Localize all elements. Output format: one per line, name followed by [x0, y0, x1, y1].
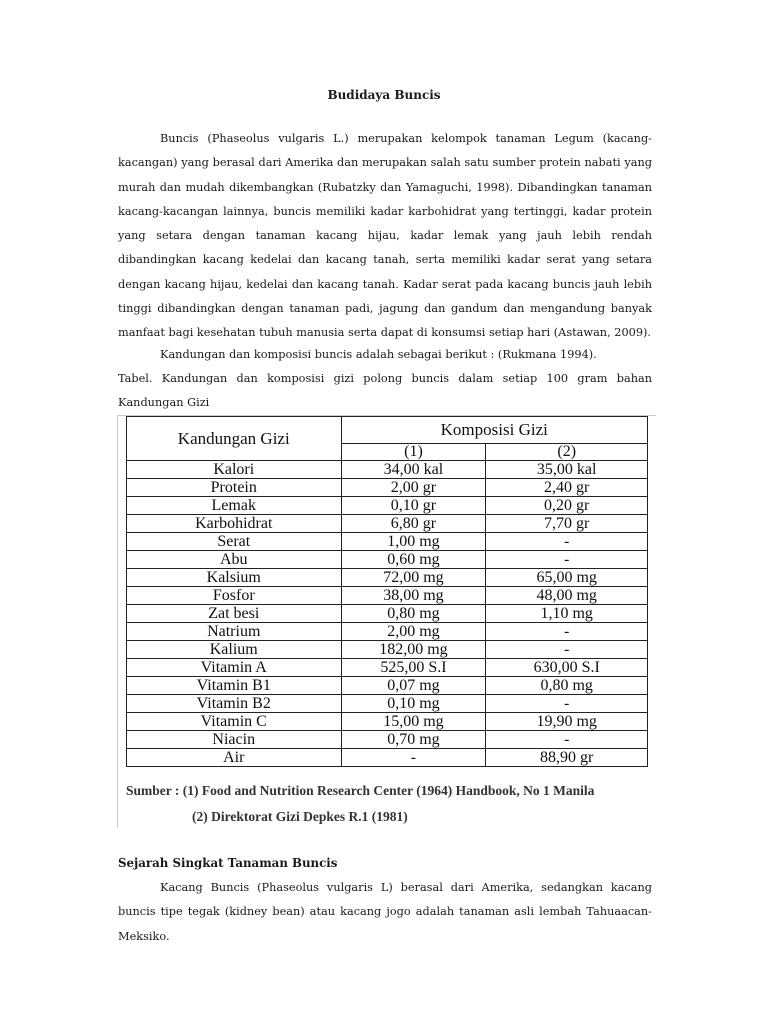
value-source-1-cell: 6,80 gr: [341, 515, 486, 533]
value-source-2-cell: -: [486, 623, 648, 641]
table-row: [127, 587, 648, 605]
table-row: [127, 533, 648, 551]
value-source-2-cell: 65,00 mg: [486, 569, 648, 587]
value-source-1-cell: 15,00 mg: [341, 713, 486, 731]
composition-intro-paragraph: Kandungan dan komposisi buncis adalah sebagai berikut : (Rukmana 1994).: [160, 348, 597, 361]
source-line-2: (2) Direktorat Gizi Depkes R.1 (1981): [192, 809, 408, 824]
value-source-1-cell: 0,10 gr: [341, 497, 486, 515]
nutrient-name-cell: Natrium: [127, 623, 342, 641]
table-row: [127, 677, 648, 695]
nutrient-name-cell: Vitamin C: [127, 713, 342, 731]
nutrient-name-cell: Niacin: [127, 731, 342, 749]
nutrition-table-image: [117, 415, 656, 828]
nutrient-name-cell: Vitamin B2: [127, 695, 342, 713]
value-source-2-cell: 2,40 gr: [486, 479, 648, 497]
value-source-1-cell: 34,00 kal: [341, 461, 486, 479]
nutrient-name-cell: Lemak: [127, 497, 342, 515]
nutrient-name-cell: Air: [127, 749, 342, 767]
source-line-1: Sumber : (1) Food and Nutrition Research Center (1964) Handbook, No 1 Manila: [126, 783, 595, 798]
nutrient-name-cell: Zat besi: [127, 605, 342, 623]
nutrient-name-cell: Protein: [127, 479, 342, 497]
value-source-1-cell: 0,60 mg: [341, 551, 486, 569]
value-source-2-cell: 1,10 mg: [486, 605, 648, 623]
value-source-2-cell: -: [486, 731, 648, 749]
value-source-2-cell: 0,80 mg: [486, 677, 648, 695]
nutrient-name-cell: Vitamin A: [127, 659, 342, 677]
table-caption: Tabel. Kandungan dan komposisi gizi polong buncis dalam setiap 100 gram bahan Kandungan Gizi: [118, 372, 652, 410]
value-source-1-cell: 72,00 mg: [341, 569, 486, 587]
value-source-2-cell: 88,90 gr: [486, 749, 648, 767]
nutrient-name-cell: Kalsium: [127, 569, 342, 587]
value-source-1-cell: 0,70 mg: [341, 731, 486, 749]
section-heading: Sejarah Singkat Tanaman Buncis: [118, 856, 338, 870]
nutrient-name-cell: Kalori: [127, 461, 342, 479]
value-source-2-cell: 7,70 gr: [486, 515, 648, 533]
subheader-source-1: (1): [341, 444, 486, 461]
value-source-2-cell: -: [486, 641, 648, 659]
nutrition-table: [126, 416, 648, 767]
value-source-2-cell: -: [486, 533, 648, 551]
value-source-1-cell: 0,10 mg: [341, 695, 486, 713]
value-source-2-cell: 19,90 mg: [486, 713, 648, 731]
table-row: [127, 623, 648, 641]
value-source-1-cell: 38,00 mg: [341, 587, 486, 605]
value-source-2-cell: -: [486, 551, 648, 569]
table-source-note: [126, 778, 594, 828]
header-kandungan-gizi: Kandungan Gizi: [127, 417, 342, 461]
value-source-1-cell: 0,07 mg: [341, 677, 486, 695]
value-source-2-cell: 48,00 mg: [486, 587, 648, 605]
value-source-1-cell: 0,80 mg: [341, 605, 486, 623]
value-source-2-cell: 35,00 kal: [486, 461, 648, 479]
table-row: [127, 695, 648, 713]
value-source-2-cell: 630,00 S.I: [486, 659, 648, 677]
table-row: [127, 731, 648, 749]
table-row: [127, 659, 648, 677]
value-source-1-cell: 2,00 gr: [341, 479, 486, 497]
value-source-1-cell: 182,00 mg: [341, 641, 486, 659]
value-source-1-cell: 525,00 S.I: [341, 659, 486, 677]
nutrient-name-cell: Serat: [127, 533, 342, 551]
table-row: [127, 479, 648, 497]
table-row: [127, 641, 648, 659]
nutrient-name-cell: Fosfor: [127, 587, 342, 605]
table-row: [127, 515, 648, 533]
table-row: [127, 569, 648, 587]
table-header-row: [127, 417, 648, 444]
value-source-1-cell: 2,00 mg: [341, 623, 486, 641]
header-komposisi-gizi: Komposisi Gizi: [341, 417, 648, 444]
nutrient-name-cell: Karbohidrat: [127, 515, 342, 533]
table-row: [127, 749, 648, 767]
table-row: [127, 497, 648, 515]
value-source-2-cell: -: [486, 695, 648, 713]
value-source-1-cell: 1,00 mg: [341, 533, 486, 551]
table-row: [127, 551, 648, 569]
value-source-1-cell: -: [341, 749, 486, 767]
history-paragraph: Kacang Buncis (Phaseolus vulgaris L) berasal dari Amerika, sedangkan kacang buncis tipe tegak (kidney bean) atau kacang jogo adalah tanaman asli lembah Tahuaacan-Meksiko.: [118, 881, 652, 943]
table-row: [127, 713, 648, 731]
nutrient-name-cell: Kalium: [127, 641, 342, 659]
table-row: [127, 605, 648, 623]
nutrient-name-cell: Vitamin B1: [127, 677, 342, 695]
subheader-source-2: (2): [486, 444, 648, 461]
intro-paragraph: Buncis (Phaseolus vulgaris L.) merupakan kelompok tanaman Legum (kacang-kacangan) yang berasal dari Amerika dan merupakan salah satu sumber protein nabati yang murah dan mudah dikembangkan (Rubatzky dan Yamaguchi, 1998). Dibandingkan tanaman kacang-kacangan lainnya, buncis memiliki kadar karbohidrat yang tertinggi, kadar protein yang setara dengan tanaman kacang hijau, kadar lemak yang jauh lebih rendah dibandingkan kacang kedelai dan kacang tanah, serta memiliki kadar serat yang setara dengan kacang hijau, kedelai dan kacang tanah. Kadar serat pada kacang buncis jauh lebih tinggi dibandingkan dengan tanaman padi, jagung dan gandum dan mengandung banyak manfaat bagi kesehatan tubuh manusia serta dapat di konsumsi setiap hari (Astawan, 2009).: [118, 132, 652, 340]
value-source-2-cell: 0,20 gr: [486, 497, 648, 515]
nutrient-name-cell: Abu: [127, 551, 342, 569]
table-row: [127, 461, 648, 479]
document-title: Budidaya Buncis: [327, 88, 441, 102]
